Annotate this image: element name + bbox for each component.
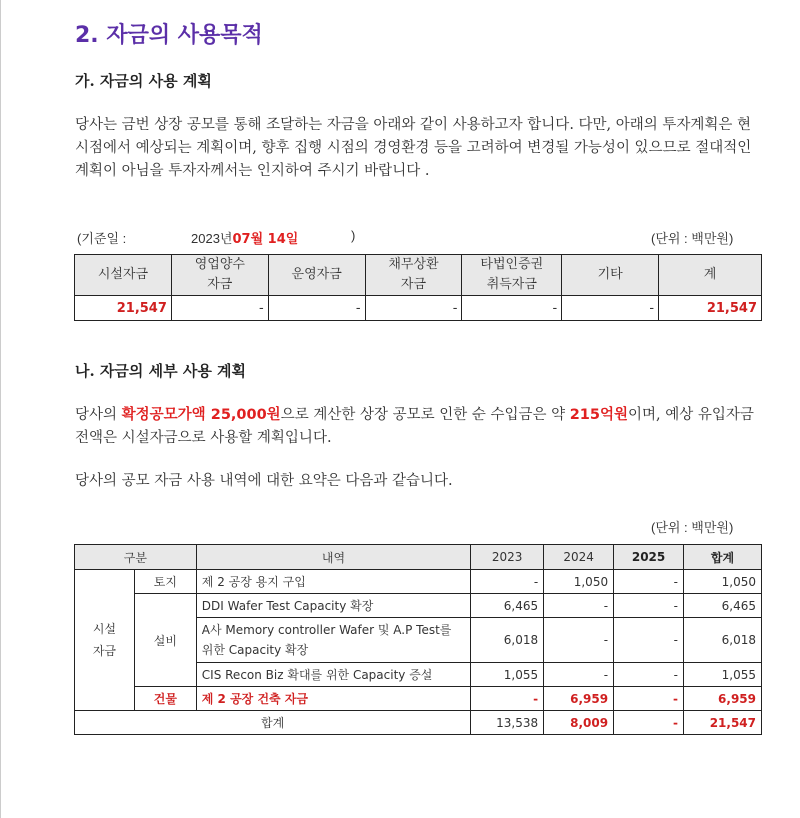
row-2023: 6,018 [471, 618, 544, 663]
detail-header-category: 구분 [75, 545, 197, 570]
value-operating: - [268, 296, 365, 321]
subsection-b-title: 나. 자금의 세부 사용 계획 [75, 362, 247, 380]
row-2025: - [614, 570, 684, 594]
total-2025: - [614, 711, 684, 735]
row-detail: A사 Memory controller Wafer 및 A.P Test를 위한 Capacity 확장 [196, 618, 470, 663]
value-total: 21,547 [659, 296, 762, 321]
row-2024: - [544, 663, 614, 687]
row-detail: DDI Wafer Test Capacity 확장 [196, 594, 470, 618]
row-2023: - [471, 570, 544, 594]
header-facility: 시설자금 [75, 255, 172, 296]
header-debt-repay: 채무상환 자금 [365, 255, 462, 296]
row-2023: 6,465 [471, 594, 544, 618]
header-operating: 운영자금 [268, 255, 365, 296]
basis-date [191, 228, 298, 247]
para-b1-pre: 당사의 [75, 407, 122, 423]
detail-header-row [75, 545, 762, 570]
row-2024: 6,959 [544, 687, 614, 711]
row-2023: 1,055 [471, 663, 544, 687]
row-total: 1,050 [684, 570, 762, 594]
total-label: 합계 [75, 711, 471, 735]
row-total: 6,465 [684, 594, 762, 618]
row-2025: - [614, 594, 684, 618]
row-2025: - [614, 618, 684, 663]
row-2025: - [614, 663, 684, 687]
basis-year: 2023년 [191, 231, 233, 246]
header-business-acq: 영업양수 자금 [171, 255, 268, 296]
header-other-securities: 타법인증권 취득자금 [462, 255, 562, 296]
row-total: 6,959 [684, 687, 762, 711]
row-detail: CIS Recon Biz 확대를 위한 Capacity 증설 [196, 663, 470, 687]
fund-plan-value-row [75, 296, 762, 321]
row-total: 6,018 [684, 618, 762, 663]
basis-month-day: 07월 14일 [232, 232, 299, 247]
unit-label-2: (단위 : 백만원) [651, 520, 734, 535]
category-land: 토지 [134, 570, 196, 594]
value-facility: 21,547 [75, 296, 172, 321]
row-total: 1,055 [684, 663, 762, 687]
detail-header-total: 합계 [684, 545, 762, 570]
category-building: 건물 [134, 687, 196, 711]
header-total: 계 [659, 255, 762, 296]
subsection-a-title: 가. 자금의 사용 계획 [75, 72, 212, 90]
row-2023: - [471, 687, 544, 711]
row-detail: 제 2 공장 건축 자금 [196, 687, 470, 711]
paragraph-b1 [75, 404, 765, 450]
fund-plan-table [74, 254, 762, 321]
fund-detail-table [74, 544, 762, 735]
fund-plan-header-row [75, 255, 762, 296]
table-row [75, 594, 762, 618]
basis-date-prefix: (기준일 : [77, 231, 127, 246]
table-row [75, 687, 762, 711]
unit-label-1: (단위 : 백만원) [651, 231, 734, 246]
value-other-securities: - [462, 296, 562, 321]
para-b1-post: 이며, 예상 유입자금 전액은 시설자금으로 사용할 계획입니다. [75, 407, 754, 446]
detail-header-detail: 내역 [196, 545, 470, 570]
category-equipment: 설비 [134, 594, 196, 687]
value-business-acq: - [171, 296, 268, 321]
row-detail: 제 2 공장 용지 구입 [196, 570, 470, 594]
paragraph-a: 당사는 금번 상장 공모를 통해 조달하는 자금을 아래와 같이 사용하고자 합니다. 다만, 아래의 투자계획은 현 시점에서 예상되는 계획이며, 향후 집행 시점의 경영환경 등을 고려하여 변경될 가능성이 있으므로 절대적인 계획이 아님을 투자자께서는 인지하여 주시기 바랍니다 . [75, 117, 752, 179]
paragraph-b2: 당사의 공모 자금 사용 내역에 대한 요약은 다음과 같습니다. [75, 473, 453, 489]
row-2024: - [544, 594, 614, 618]
detail-header-2025: 2025 [614, 545, 684, 570]
detail-header-2023: 2023 [471, 545, 544, 570]
basis-date-close: ) [351, 228, 356, 243]
total-sum: 21,547 [684, 711, 762, 735]
table-row [75, 570, 762, 594]
total-2024: 8,009 [544, 711, 614, 735]
value-debt-repay: - [365, 296, 462, 321]
detail-header-2024: 2024 [544, 545, 614, 570]
total-row [75, 711, 762, 735]
row-2025: - [614, 687, 684, 711]
row-2024: - [544, 618, 614, 663]
row-2024: 1,050 [544, 570, 614, 594]
para-b1-mid: 으로 계산한 상장 공모로 인한 순 수입금은 약 [280, 407, 570, 423]
group-facility-funds: 시설 자금 [75, 570, 135, 711]
para-b1-offer-price: 확정공모가액 25,000원 [121, 407, 281, 423]
header-other: 기타 [562, 255, 659, 296]
value-other: - [562, 296, 659, 321]
total-2023: 13,538 [471, 711, 544, 735]
section-title: 2. 자금의 사용목적 [75, 23, 263, 48]
para-b1-net-proceeds: 215억원 [569, 407, 628, 423]
